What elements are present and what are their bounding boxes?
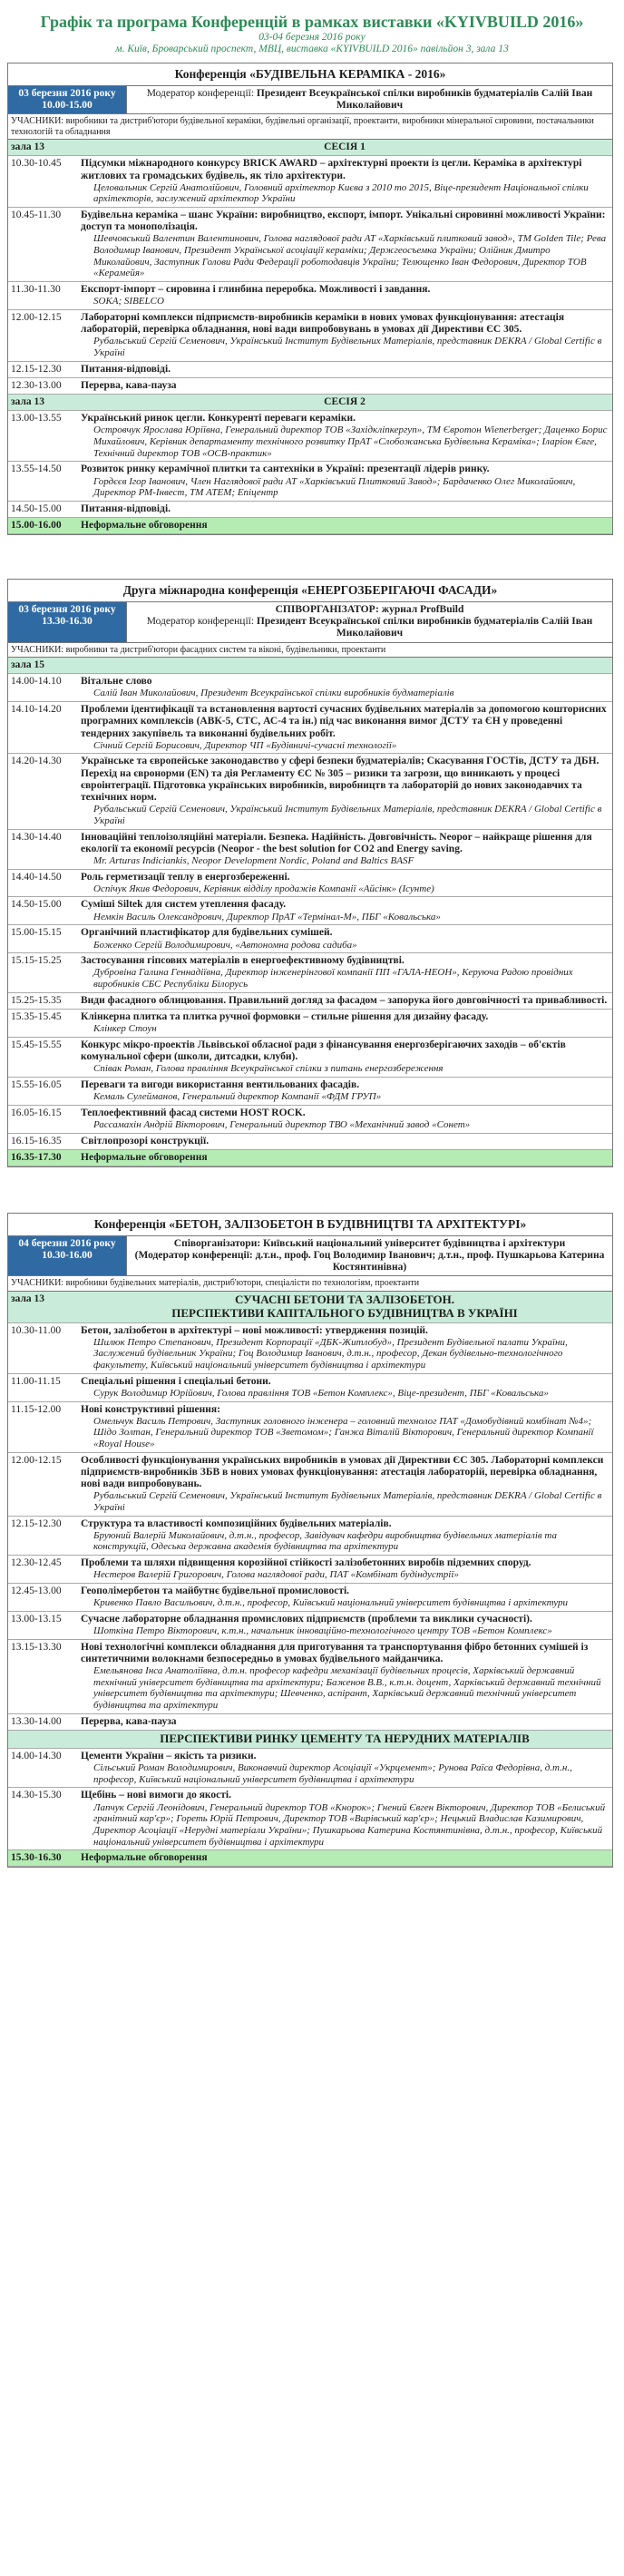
talk-title: Теплоефективний фасад системи HOST ROCK. — [81, 1107, 306, 1118]
schedule-content — [77, 1584, 612, 1611]
moderator — [127, 86, 612, 113]
schedule-content — [77, 1453, 612, 1516]
schedule-row — [8, 702, 612, 754]
speakers: Співак Роман, Голова правління Всеукраїнської спілки з питань енергозбереження — [93, 1063, 444, 1075]
session-title: СЕСІЯ 1 — [77, 140, 612, 155]
speakers: Шилюк Петро Степанович, Президент Корпорації «ДБК-Житлобуд», Президент Будівельної палати України, Заслужений будівельник України; Гоц Володимир Іванович, д.т.н., професор, Декан будівельно-технологічного факультету, Київський національний університет будівництва і архітектури — [93, 1336, 568, 1371]
ribbon-line-2: ПЕРСПЕКТИВИ КАПІТАЛЬНОГО БУДІВНИЦТВА В УКРАЇНІ — [171, 1305, 518, 1320]
schedule-row — [8, 156, 612, 208]
schedule-part-2 — [8, 1749, 612, 1850]
conference-time: 10.00-15.00 — [42, 99, 93, 111]
participants: УЧАСНИКИ: виробники та дистриб'ютори будівельної кераміки, будівельні організації, проектанти, виробники мінеральної сировини, постачальники технологій та обладнання — [8, 114, 612, 140]
section-ribbon: ПЕРСПЕКТИВИ РИНКУ ЦЕМЕНТУ ТА НЕРУДНИХ МАТЕРІАЛІВ — [77, 1731, 612, 1748]
schedule-row — [8, 674, 612, 702]
talk-title: Підсумки міжнародного конкурсу BRICK AWARD – архітектурні проекти із цегли. Кераміка в архітектурі житлових та громадських будівель, як тіло архітектури. — [81, 158, 582, 181]
talk-title: Спеціальні рішення і спеціальні бетони. — [81, 1375, 271, 1387]
schedule-time: 12.15-12.30 — [11, 1517, 62, 1529]
talk-title: Роль герметизації теплу в енергозбереженні. — [81, 871, 290, 883]
talk-title: Проблеми ідентифікації та встановлення вартості сучасних будівельних матеріалів за допомогою кошторисних програмних комплексів (АВК-5, СТС, АС-4 та ін.) під час виконання вимог ДСТУ та ЄН у проведенні тендерних закупівель та виконанні будівельних робіт. — [81, 704, 607, 739]
conference-date-time — [8, 1236, 127, 1276]
ribbon-line-1: СУЧАСНІ БЕТОНИ ТА ЗАЛІЗОБЕТОН. — [234, 1292, 455, 1306]
schedule-row — [8, 362, 612, 378]
speakers: Сільський Роман Володимирович, Виконавчий директор Асоціації «Укрцемент»; Рунова Раїса Федорівна, д.т.н., професор, Київський національний університет будівництва і архітектури — [93, 1762, 572, 1785]
talk-title: Питання-відповіді. — [81, 363, 171, 375]
schedule-content — [77, 1612, 612, 1639]
closing-time: 16.35-17.30 — [11, 1151, 62, 1163]
schedule-time: 15.00-15.15 — [11, 927, 62, 939]
schedule-content — [77, 208, 612, 281]
schedule-time: 16.05-16.15 — [11, 1107, 62, 1118]
conference-date: 03 березня 2016 року — [18, 87, 116, 99]
schedule-time: 14.00-14.10 — [11, 676, 62, 688]
schedule-time: 11.00-11.15 — [11, 1375, 61, 1387]
speakers: Гордєєв Ігор Іванович, Член Наглядової ради АТ «Харківський Плитковий Завод»; Бардаченко Олег Миколайович, Директор РМ-Інвест, ТМ АТЕМ; Епіцентр — [93, 475, 576, 499]
schedule-content — [77, 1078, 612, 1105]
schedule-row — [8, 1584, 612, 1612]
schedule-time: 13.15-13.30 — [11, 1641, 62, 1653]
schedule-content — [77, 1788, 612, 1849]
schedule-row — [8, 925, 612, 953]
talk-title: Нові конструктивні рішення: — [81, 1403, 220, 1415]
schedule-row — [8, 462, 612, 502]
schedule-content — [77, 830, 612, 869]
talk-title: Нові технологічні комплекси обладнання для приготування та транспортування фібро бетонних сумішей із синтетичними волокнами безпосередньо в умовах будівельного майданчика. — [81, 1641, 589, 1664]
co-organizer: СПІВОРГАНІЗАТОР: журнал ProfBuild — [275, 603, 464, 615]
hall-row — [8, 395, 612, 411]
moderator-label: Модератор конференції: — [146, 616, 255, 628]
speakers: Целовальник Сергій Анатолійович, Головний архітектор Києва з 2010 то 2015, Віце-президент Національної спілки архітекторів, заслужений архітектор України — [93, 181, 589, 205]
schedule-content — [77, 1010, 612, 1037]
schedule-content — [77, 897, 612, 924]
hall-label: зала 13 — [11, 141, 45, 153]
schedule-content — [77, 1374, 612, 1401]
schedule-row — [8, 378, 612, 395]
talk-title: Вітальне слово — [81, 676, 152, 688]
schedule-time: 11.15-12.00 — [11, 1403, 62, 1415]
speakers: Сурук Володимир Юрійович, Голова правління ТОВ «Бетон Комплекс», Віце-президент, ПБГ «Ковальська» — [93, 1387, 549, 1399]
schedule-row — [8, 1374, 612, 1402]
talk-title: Лабораторні комплекси підприємств-виробників кераміки в нових умовах функціонування: атестація лабораторій, перевірка обладнання, нові вади випробовувань в умовах дії Директиви ЄС 305. — [81, 311, 565, 336]
schedule-time: 13.00-13.15 — [11, 1613, 62, 1625]
speakers: Салій Іван Миколайович, Президент Всеукраїнської спілки виробників будматеріалів — [93, 688, 454, 699]
speakers: Рассамахін Андрій Вікторович, Генеральний директор ТВО «Механічний завод «Сонет» — [93, 1118, 471, 1130]
participants: УЧАСНИКИ: виробники будівельних матеріалів, дистриб'ютори, спеціалісти по технологіям, проектанти — [8, 1276, 612, 1292]
moderator — [127, 602, 612, 642]
schedule-row — [8, 830, 612, 870]
talk-title: Світлопрозорі конструкції. — [81, 1135, 210, 1147]
schedule-content — [77, 1749, 612, 1788]
talk-title: Перерва, кава-пауза — [81, 1715, 177, 1727]
schedule-time: 14.50-15.00 — [11, 899, 62, 911]
schedule-time: 15.15-15.25 — [11, 955, 62, 967]
schedule-session-2 — [8, 411, 612, 518]
talk-title: Переваги та вигоди використання вентильованих фасадів. — [81, 1078, 360, 1090]
speakers: Нестеров Валерій Григорович, Голова наглядової ради, ПАТ «Комбінат будіндустрії» — [93, 1569, 459, 1581]
hall-row — [8, 140, 612, 156]
speakers: Немкін Василь Олександрович, Директор ПрАТ «Термінал-М», ПБГ «Ковальська» — [93, 911, 441, 922]
talk-title: Український ринок цегли. Конкуренті переваги кераміки. — [81, 413, 356, 424]
conference-title: Конференція «БУДІВЕЛЬНА КЕРАМІКА - 2016» — [8, 63, 612, 86]
schedule-row — [8, 870, 612, 898]
schedule-time: 12.45-13.00 — [11, 1585, 62, 1596]
schedule-row — [8, 1714, 612, 1731]
schedule-content — [77, 1556, 612, 1583]
talk-title: Конкурс мікро-проектів Львівської обласної ради з фінансування енергозберігаючих заходів – об'єктів комунальної сфери (школи, дитсадки, клуби). — [81, 1039, 566, 1062]
schedule-row — [8, 1010, 612, 1038]
schedule-row — [8, 993, 612, 1010]
speakers: SOKA; SIBELCO — [93, 296, 164, 307]
schedule-time: 11.30-11.30 — [11, 284, 61, 296]
schedule-part-1 — [8, 1323, 612, 1731]
conference-time: 13.30-16.30 — [42, 616, 93, 628]
schedule — [8, 674, 612, 1150]
schedule-time: 12.15-12.30 — [11, 363, 62, 375]
talk-title: Щебінь – нові вимоги до якості. — [81, 1790, 231, 1801]
schedule-time: 13.30-14.00 — [11, 1715, 62, 1727]
schedule-content — [77, 282, 612, 309]
conference-title: Друга міжнародна конференція «ЕНЕРГОЗБЕРІГАЮЧІ ФАСАДИ» — [8, 580, 612, 602]
schedule-time: 15.55-16.05 — [11, 1078, 62, 1090]
schedule-row — [8, 1640, 612, 1714]
speakers: Шоткіна Петро Вікторович, к.т.н., начальник інноваційно-технологічного центру ТОВ «Бетон Комплекс» — [93, 1625, 552, 1637]
schedule-content — [77, 1134, 612, 1149]
section-ribbon — [77, 1292, 612, 1322]
closing-text: Неформальне обговорення — [81, 520, 208, 532]
participants: УЧАСНИКИ: виробники та дистриб'ютори фасадних систем та віконі, будівельники, проектанти — [8, 643, 612, 659]
speakers: Боженко Сергій Володимирович, «Автономна родова садиба» — [93, 939, 357, 951]
schedule-time: 16.15-16.35 — [11, 1135, 62, 1147]
schedule-time: 14.10-14.20 — [11, 704, 62, 716]
schedule-row — [8, 282, 612, 310]
conference-time: 10.30-16.00 — [42, 1249, 93, 1261]
page-title: Графік та програма Конференцій в рамках виставки «KYIVBUILD 2016» — [40, 13, 584, 31]
speakers: Кемаль Сулейманов, Генеральний директор Компанії «ФДМ ГРУП» — [93, 1091, 382, 1103]
speakers: Рубальський Сергій Семенович, Український Інститут Будівельних Матеріалів, представник DEKRA / Global Certific в Україні — [93, 804, 602, 826]
schedule-time: 12.00-12.15 — [11, 1454, 62, 1466]
hall-row — [8, 1292, 612, 1323]
schedule-content — [77, 462, 612, 501]
speakers: Емельянова Інса Анатоліївна, д.т.н. професор кафедри механізації будівельних процесів, Харківський державний технічний університет будівництва та архітектури; Баженов В.В., к.т.н. доцент, Харківський державний технічний університет будівництва та архітектури; Шевченко, аспірант, Харківський державний технічний університет будівництва та архітектури — [93, 1665, 601, 1712]
schedule-row — [8, 1612, 612, 1640]
schedule-content — [77, 925, 612, 952]
schedule-row — [8, 310, 612, 362]
speakers: Бруюний Валерій Миколайович, д.т.н., професор, Завідувач кафедри виробництва будівельних матеріалів та конструкцій, Одеська державна академія будівництва та архітектури — [93, 1529, 557, 1553]
schedule-row — [8, 1402, 612, 1453]
schedule-session-1 — [8, 156, 612, 395]
conference-info — [8, 86, 612, 114]
schedule-content — [77, 411, 612, 461]
schedule-content — [77, 1640, 612, 1713]
closing-time: 15.00-16.00 — [11, 520, 62, 532]
conference-concrete — [7, 1213, 613, 1868]
schedule-time: 14.00-14.30 — [11, 1750, 62, 1761]
closing-time: 15.30-16.30 — [11, 1852, 62, 1864]
schedule-row — [8, 1517, 612, 1556]
schedule-content — [77, 754, 612, 828]
schedule-content — [77, 1714, 612, 1730]
schedule-row — [8, 1323, 612, 1374]
talk-title: Інноваційні теплоізоляційні матеріали. Безпека. Надійність. Довговічність. Neopor – найкраще рішення для екології та економії ресурсів (Neopor - the best solution for CO2 and Energy saving. — [81, 831, 592, 854]
schedule-row — [8, 754, 612, 829]
conference-facades — [7, 579, 613, 1167]
speakers: Рубальський Сергій Семенович, Український Інститут Будівельних Матеріалів, представник DEKRA / Global Certific в Україні — [93, 336, 602, 358]
closing-row — [8, 1150, 612, 1166]
talk-title: Органічний пластифікатор для будівельних сумішей. — [81, 927, 333, 939]
schedule-row — [8, 897, 612, 925]
closing-row — [8, 518, 612, 534]
schedule-content — [77, 1038, 612, 1077]
closing-text: Неформальне обговорення — [81, 1151, 208, 1163]
talk-title: Розвиток ринку керамічної плитки та сантехніки в Україні: презентації лідерів ринку. — [81, 463, 490, 475]
talk-title: Перерва, кава-пауза — [81, 379, 177, 391]
talk-title: Експорт-імпорт – сировина і глинбина переробка. Можливості і завдання. — [81, 284, 431, 296]
talk-title: Структура та властивості композиційних будівельних матеріалів. — [81, 1517, 392, 1529]
conference-ceramics — [7, 63, 613, 535]
moderator-label: Модератор конференції: — [146, 87, 255, 99]
conference-date-time — [8, 602, 127, 642]
conference-info — [8, 602, 612, 643]
speakers: Шевчовський Валентин Валентинович, Голова наглядової ради АТ «Харківський плитковий завод», ТМ Golden Tile; Рева Володимир Іванович, Президент Української асоціації кераміки; Держгеосъемка України; Олійник Дмитро Миколайович, Заступник Голови Ради Федерації роботодавців України; Телющенко Іван Федорович, Директор ТОВ «Керамейя» — [93, 233, 607, 279]
schedule-row — [8, 1453, 612, 1517]
talk-title: Суміші Siltek для систем утеплення фасаду. — [81, 899, 287, 911]
schedule-time: 14.30-14.40 — [11, 831, 62, 843]
moderator-name: Президент Всеукраїнської спілки виробників будматеріалів Салій Іван Миколайович — [256, 87, 593, 111]
schedule-row — [8, 1556, 612, 1584]
hall-label: зала 13 — [11, 396, 45, 408]
talk-title: Будівельна кераміка – шанс України: виробництво, експорт, імпорт. Унікальні сировинні можливості України: доступ та монополізація. — [81, 210, 606, 233]
schedule-row — [8, 1038, 612, 1078]
session-title: СЕСІЯ 2 — [77, 395, 612, 410]
schedule-time: 14.30-15.30 — [11, 1790, 62, 1801]
talk-title: Клінкерна плитка та плитка ручної формовки – стильне рішення для дизайну фасаду. — [81, 1010, 489, 1022]
hall-row — [8, 658, 612, 674]
moderator-name: Президент Всеукраїнської спілки виробників будматеріалів Салій Іван Миколайович — [256, 616, 593, 639]
talk-title: Українське та європейське законодавство у сфері безпеки будматеріалів; Скасування ГОСТів, ДСТУ та ДБН. Перехід на євронорми (EN) та дія Регламенту ЄС № 305 – ризики та загрози, що виникають у процесі євроінтеграції. Підготовка українських виробників, виробництв та лабораторій до нових законодавчих та технічних норм. — [81, 756, 600, 804]
schedule-time: 10.45-11.30 — [11, 210, 62, 221]
schedule-row — [8, 502, 612, 518]
schedule-content — [77, 702, 612, 753]
schedule-time: 14.20-14.30 — [11, 756, 62, 767]
schedule-time: 12.30-13.00 — [11, 379, 62, 391]
schedule-content — [77, 953, 612, 992]
closing-row — [8, 1850, 612, 1867]
hall-label: зала 13 — [11, 1293, 45, 1304]
schedule-time: 14.40-14.50 — [11, 871, 62, 883]
schedule-row — [8, 1749, 612, 1789]
conference-info — [8, 1236, 612, 1277]
schedule-time: 13.55-14.50 — [11, 463, 62, 475]
schedule-row — [8, 953, 612, 993]
schedule-row — [8, 1788, 612, 1850]
document-header — [0, 0, 624, 55]
conference-date: 03 березня 2016 року — [18, 603, 116, 615]
schedule-time: 10.30-10.45 — [11, 158, 62, 170]
conference-date-time — [8, 86, 127, 113]
conference-title: Конференція «БЕТОН, ЗАЛІЗОБЕТОН В БУДІВНИЦТВІ ТА АРХІТЕКТУРІ» — [8, 1214, 612, 1236]
talk-title: Бетон, залізобетон в архітектурі – нові можливості: утвердження позицій. — [81, 1324, 428, 1336]
talk-title: Геополімербетон та майбутнє будівельної промисловості. — [81, 1585, 350, 1596]
schedule-time: 15.45-15.55 — [11, 1039, 62, 1050]
event-location: м. Київ, Броварський проспект, МВЦ, виставка «KYIVBUILD 2016» павільйон 3, зала 13 — [115, 43, 509, 54]
schedule-time: 12.00-12.15 — [11, 311, 62, 323]
schedule-time: 12.30-12.45 — [11, 1557, 62, 1569]
hall-label: зала 15 — [11, 659, 45, 670]
speakers: Клінкер Стоун — [93, 1023, 157, 1035]
talk-title: Застосування гіпсових матеріалів в енергоефективному будівництві. — [81, 955, 405, 967]
schedule-content — [77, 993, 612, 1009]
event-dates: 03-04 березня 2016 року — [258, 31, 366, 43]
schedule-row — [8, 208, 612, 282]
schedule-content — [77, 1323, 612, 1373]
talk-title: Особливості функціонування українських виробників в умовах дії Директиви ЄС 305. Лабораторні комплекси підприємств-виробників ЗБВ в нових умовах функціонування: атестація лабораторій, перевірка обладнання, нові вади випробовувань. — [81, 1454, 604, 1490]
talk-title: Види фасадного облицювання. Правильний догляд за фасадом – запорука його довговічності та привабливості. — [81, 994, 608, 1006]
schedule-content — [77, 1517, 612, 1556]
schedule-time: 15.35-15.45 — [11, 1010, 62, 1022]
schedule-content — [77, 502, 612, 517]
schedule-time: 13.00-13.55 — [11, 413, 62, 424]
schedule-time: 10.30-11.00 — [11, 1324, 62, 1336]
talk-title: Цементи України – якість та ризики. — [81, 1750, 257, 1761]
speakers: Mr. Arturas Indiciankis, Neopor Development Nordic, Poland and Baltics BASF — [93, 854, 414, 866]
speakers: Кривенко Павло Васильович, д.т.н., професор, Київський національний університет будівництва і архітектури — [93, 1597, 569, 1609]
speakers: Островчук Ярослава Юріївна, Генеральний директор ТОВ «Західкліпкергуп», ТМ Євротон Wienerberger; Даценко Борис Михайлович, Керівник департаменту технічного розвитку ПрАТ «Слобожанська Будівельна Кераміка»; Іларіон Євге, Технічний директор ТОВ «ОСВ-практик» — [93, 424, 608, 459]
schedule-time: 14.50-15.00 — [11, 503, 62, 514]
schedule-content — [77, 378, 612, 394]
schedule-time: 15.25-15.35 — [11, 994, 62, 1006]
speakers: Оспічук Якив Федорович, Керівник відділу продажів Компанії «Айсінк» (Iсунте) — [93, 883, 434, 894]
schedule-content — [77, 156, 612, 207]
speakers: Дубровіна Галина Геннадіївна, Директор інженерінгової компанії ПП «ГАЛА-НЕОН», Керуюча Радою провідних виробників СБС Республіки Білорусь — [93, 967, 573, 990]
schedule-row — [8, 1134, 612, 1150]
schedule-content — [77, 870, 612, 897]
schedule-row — [8, 411, 612, 462]
co-organizer: Співорганізатори: Київський національний університет будівництва і архітектури — [173, 1237, 566, 1249]
schedule-content — [77, 310, 612, 361]
schedule-content — [77, 362, 612, 377]
talk-title: Питання-відповіді. — [81, 503, 171, 514]
schedule-row — [8, 1078, 612, 1106]
talk-title: Проблеми та шляхи підвищення корозійної стійкості залізобетонних виробів підземних споруд. — [81, 1557, 531, 1569]
closing-text: Неформальне обговорення — [81, 1852, 208, 1864]
speakers: Рубальський Сергій Семенович, Український Інститут Будівельних Матеріалів, представник DEKRA / Global Certific в Україні — [93, 1490, 602, 1513]
conference-date: 04 березня 2016 року — [18, 1237, 116, 1249]
schedule-content — [77, 674, 612, 701]
schedule-content — [77, 1106, 612, 1133]
schedule-content — [77, 1402, 612, 1452]
schedule-row — [8, 1106, 612, 1134]
speakers: Січний Сергій Борисович, Директор ЧП «Будівничі-сучасні технології» — [93, 739, 397, 751]
moderator-name: (Модератор конференції: д.т.н., проф. Гоц Володимир Іванович; д.т.н., проф. Пушкарьова Катерина Костянтинівна) — [134, 1249, 605, 1273]
moderator — [127, 1236, 612, 1276]
speakers: Лапчук Сергій Леонідович, Генеральний директор ТОВ «Кнорок»; Гнений Євген Вікторович, Директор ТОВ «Белиський гранітний кар'єр»; Гореть Юрій Петрович, Директор ТОВ «Вирівський кар'єр»; Нецький Владислав Казимирович, Директор Асоціації «Нерудні матеріали України»; Пушкарьова Катерина Костянтинівна, д.т.н., професор, Київський національний університет будівництва і архітектури — [93, 1801, 606, 1848]
talk-title: Сучасне лабораторне обладнання промислових підприємств (проблеми та виклики сучасності). — [81, 1613, 532, 1625]
speakers: Омельчук Василь Петрович, Заступник головного інженера – головний технолог ПАТ «Домобудівний комбінат №4»; Шідо Золтан, Генеральний директор ТОВ «Зветомом»; Ганжа Віталій Вікторович, Генеральний директор Компанії «Royal House» — [93, 1415, 594, 1450]
hall-row — [8, 1731, 612, 1749]
